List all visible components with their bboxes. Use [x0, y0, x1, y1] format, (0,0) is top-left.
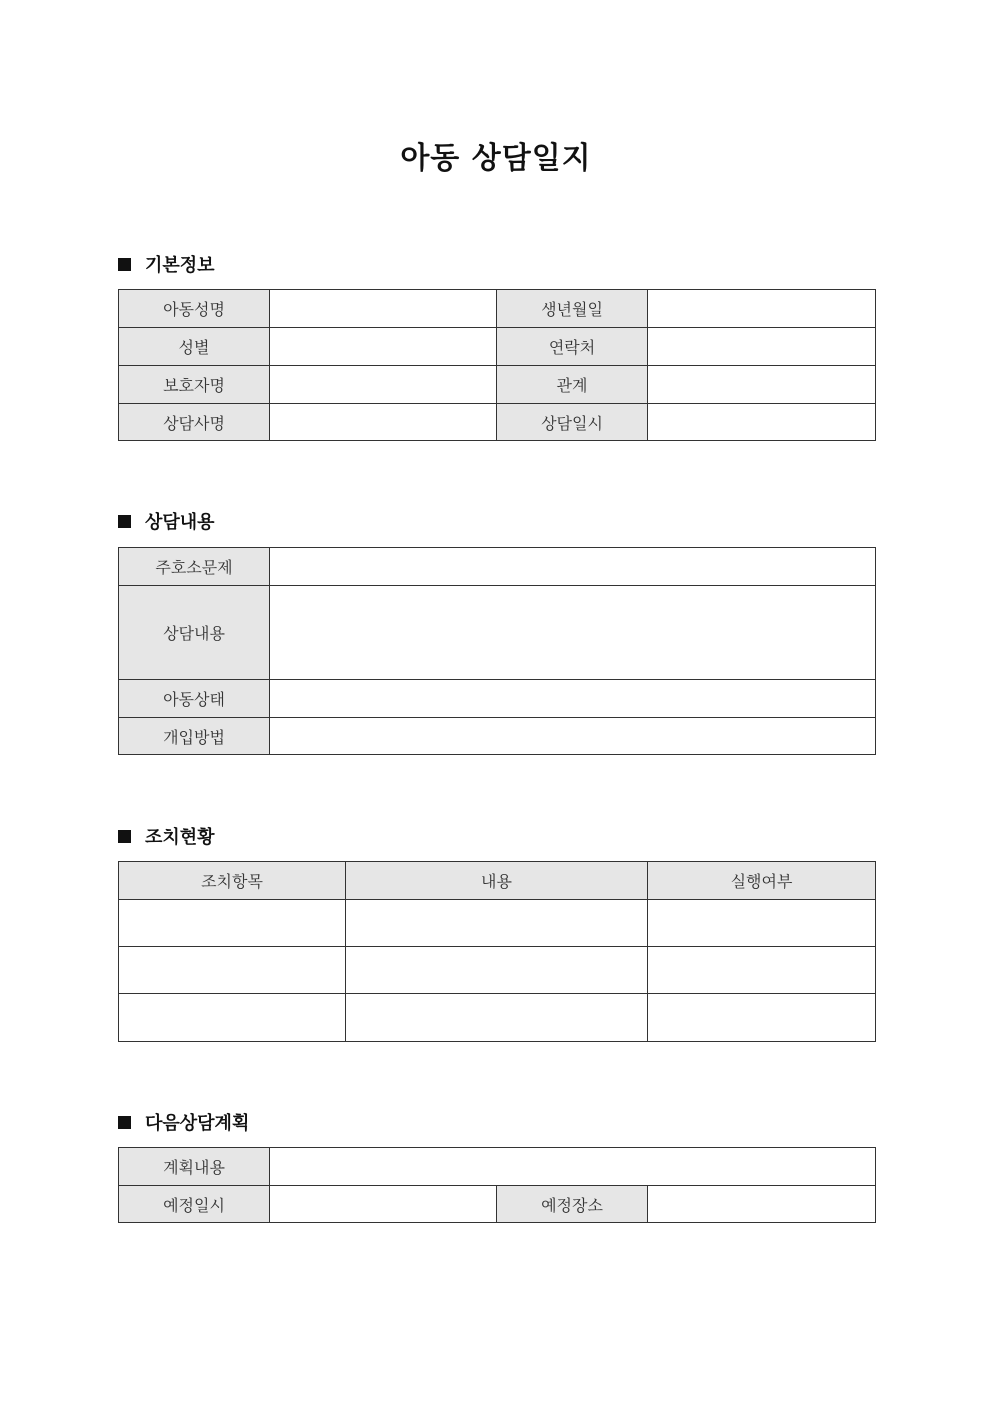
next-plan-table: [118, 1147, 876, 1223]
table-row: [119, 586, 876, 680]
column-header-action-item: 조치항목: [119, 862, 346, 900]
gender-label: 성별: [119, 328, 270, 366]
contact-label: 연락처: [497, 328, 648, 366]
child-status-field[interactable]: [270, 680, 876, 718]
gender-field[interactable]: [270, 328, 497, 366]
relationship-label: 관계: [497, 366, 648, 404]
child-status-label: 아동상태: [119, 680, 270, 718]
square-bullet-icon: [118, 830, 131, 843]
birthdate-field[interactable]: [648, 290, 876, 328]
square-bullet-icon: [118, 515, 131, 528]
section-heading-counseling: [118, 509, 215, 533]
table-row: [119, 1186, 876, 1223]
contact-field[interactable]: [648, 328, 876, 366]
square-bullet-icon: [118, 258, 131, 271]
table-row: [119, 1148, 876, 1186]
table-header-row: [119, 862, 876, 900]
section-heading-basic-info: [118, 252, 215, 276]
square-bullet-icon: [118, 1116, 131, 1129]
intervention-method-label: 개입방법: [119, 718, 270, 755]
scheduled-datetime-label: 예정일시: [119, 1186, 270, 1223]
table-row: [119, 994, 876, 1042]
plan-content-field[interactable]: [270, 1148, 876, 1186]
action-executed-cell[interactable]: [648, 994, 876, 1042]
main-complaint-label: 주호소문제: [119, 548, 270, 586]
counseling-table: [118, 547, 876, 755]
section-title: 기본정보: [145, 255, 215, 276]
section-title: 다음상담계획: [145, 1113, 250, 1134]
table-row: [119, 404, 876, 441]
basic-info-table: [118, 289, 876, 441]
counseling-content-label: 상담내용: [119, 586, 270, 680]
action-item-cell[interactable]: [119, 994, 346, 1042]
main-complaint-field[interactable]: [270, 548, 876, 586]
table-row: [119, 290, 876, 328]
action-content-cell[interactable]: [346, 994, 648, 1042]
action-content-cell[interactable]: [346, 947, 648, 994]
scheduled-place-label: 예정장소: [497, 1186, 648, 1223]
intervention-method-field[interactable]: [270, 718, 876, 755]
counselor-name-field[interactable]: [270, 404, 497, 441]
action-executed-cell[interactable]: [648, 947, 876, 994]
section-title: 상담내용: [145, 512, 215, 533]
table-row: [119, 900, 876, 947]
actions-table: [118, 861, 876, 1042]
table-row: [119, 548, 876, 586]
relationship-field[interactable]: [648, 366, 876, 404]
scheduled-datetime-field[interactable]: [270, 1186, 497, 1223]
table-row: [119, 680, 876, 718]
counseling-content-field[interactable]: [270, 586, 876, 680]
page-title: 아동 상담일지: [400, 141, 592, 176]
column-header-executed: 실행여부: [648, 862, 876, 900]
action-item-cell[interactable]: [119, 900, 346, 947]
table-row: [119, 718, 876, 755]
table-row: [119, 947, 876, 994]
guardian-name-label: 보호자명: [119, 366, 270, 404]
action-item-cell[interactable]: [119, 947, 346, 994]
child-name-field[interactable]: [270, 290, 497, 328]
counseling-datetime-label: 상담일시: [497, 404, 648, 441]
counselor-name-label: 상담사명: [119, 404, 270, 441]
section-title: 조치현황: [145, 827, 215, 848]
child-name-label: 아동성명: [119, 290, 270, 328]
guardian-name-field[interactable]: [270, 366, 497, 404]
birthdate-label: 생년월일: [497, 290, 648, 328]
column-header-content: 내용: [346, 862, 648, 900]
table-row: [119, 366, 876, 404]
scheduled-place-field[interactable]: [648, 1186, 876, 1223]
plan-content-label: 계획내용: [119, 1148, 270, 1186]
section-heading-actions: [118, 824, 215, 848]
section-heading-next-plan: [118, 1110, 249, 1134]
action-executed-cell[interactable]: [648, 900, 876, 947]
action-content-cell[interactable]: [346, 900, 648, 947]
table-row: [119, 328, 876, 366]
counseling-datetime-field[interactable]: [648, 404, 876, 441]
